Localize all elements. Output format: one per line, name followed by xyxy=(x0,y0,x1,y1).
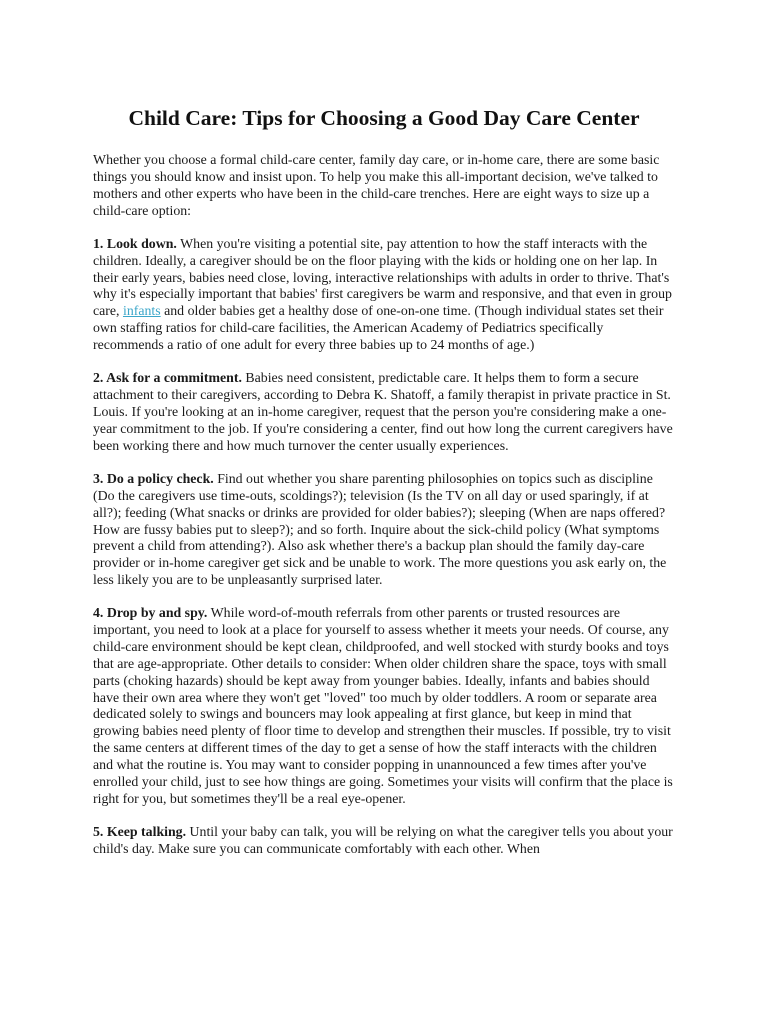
tip-heading-3: 3. Do a policy check. xyxy=(93,471,214,486)
tip-heading-1: 1. Look down. xyxy=(93,235,177,251)
infants-link[interactable]: infants xyxy=(122,303,161,319)
tip-text-3: Find out whether you share parenting philosophies on topics such as discipline (Do the caregivers use time-outs, scoldings?); television (Is the TV on all day or used sparingly, if at all?); feeding (What snacks or drinks are provided for older babies?); sleeping (When are naps offered? How are fussy babies put to sleep?); and so forth. Inquire about the sick-child policy (What symptoms prevent a child from attending?). Also ask whether there's a backup plan should the family day-care provider or in-home caregiver get sick and be unable to work. The more questions you ask early on, the less likely you are to be unpleasantly surprised later. xyxy=(93,471,667,588)
tip-paragraph-3 xyxy=(93,471,675,589)
tip-text-5: Until your baby can talk, you will be relying on what the caregiver tells you about your child's day. Make sure you can communicate comfortably with each other. When xyxy=(93,824,673,856)
tip-heading-4: 4. Drop by and spy. xyxy=(93,605,208,621)
tip-paragraph-5 xyxy=(93,824,675,858)
tip-text-4: While word-of-mouth referrals from other parents or trusted resources are important, you need to look at a place for yourself to assess whether it meets your needs. Of course, any child-care environment should be kept clean, childproofed, and well stocked with sturdy books and toys that are age-appropriate. Other details to consider: When older children share the space, toys with small parts (choking hazards) should be kept away from younger babies. Ideally, infants and babies should have their own area where they won't get "loved" too much by older toddlers. A room or separate area dedicated solely to swings and bouncers may look appealing at first glance, but keep in mind that growing babies need plenty of floor time to develop and strengthen their muscles. If possible, try to visit the same centers at different times of the day to get a sense of how the staff interacts with the children and what the routine is. You may want to consider popping in unannounced a few times after you've enrolled your child, just to see how things are going. Sometimes your visits will confirm that the place is right for you, but sometimes they'll be a real eye-opener. xyxy=(93,605,673,806)
tip-heading-2: 2. Ask for a commitment. xyxy=(93,370,242,386)
document-title: Child Care: Tips for Choosing a Good Day Care Center xyxy=(128,106,640,130)
document-page xyxy=(93,100,675,874)
tip-paragraph-2 xyxy=(93,370,675,454)
tip-paragraph-1 xyxy=(93,236,675,354)
intro-paragraph: Whether you choose a formal child-care center, family day care, or in-home care, there are some basic things you should know and insist upon. To help you make this all-important decision, we've talked to mothers and other experts who have been in the child-care trenches. Here are eight ways to size up a child-care option: xyxy=(93,152,660,218)
tip-heading-5: 5. Keep talking. xyxy=(93,824,187,840)
tip-text-1a: When you're visiting a potential site, pay attention to how the staff interacts with the children. Ideally, a caregiver should be on the floor playing with the kids or holding one on her lap. In their early years, babies need close, loving, interactive relationships with adults in order to thrive. That's why it's especially important that babies' first caregivers be warm and responsive, and that even in group care, xyxy=(93,235,672,319)
tip-text-2: Babies need consistent, predictable care. It helps them to form a secure attachment to their caregivers, according to Debra K. Shatoff, a family therapist in private practice in St. Louis. If you're looking at an in-home caregiver, request that the person you're considering make a one-year commitment to the job. If you're considering a center, find out how long the current caregivers have been working there and how much turnover the center usually experiences. xyxy=(93,370,673,453)
tip-text-1b: and older babies get a healthy dose of one-on-one time. (Though individual states set their own staffing ratios for child-care facilities, the American Academy of Pediatrics specifically recommends a ratio of one adult for every three babies up to 24 months of age.) xyxy=(93,303,664,352)
tip-paragraph-4 xyxy=(93,605,675,807)
